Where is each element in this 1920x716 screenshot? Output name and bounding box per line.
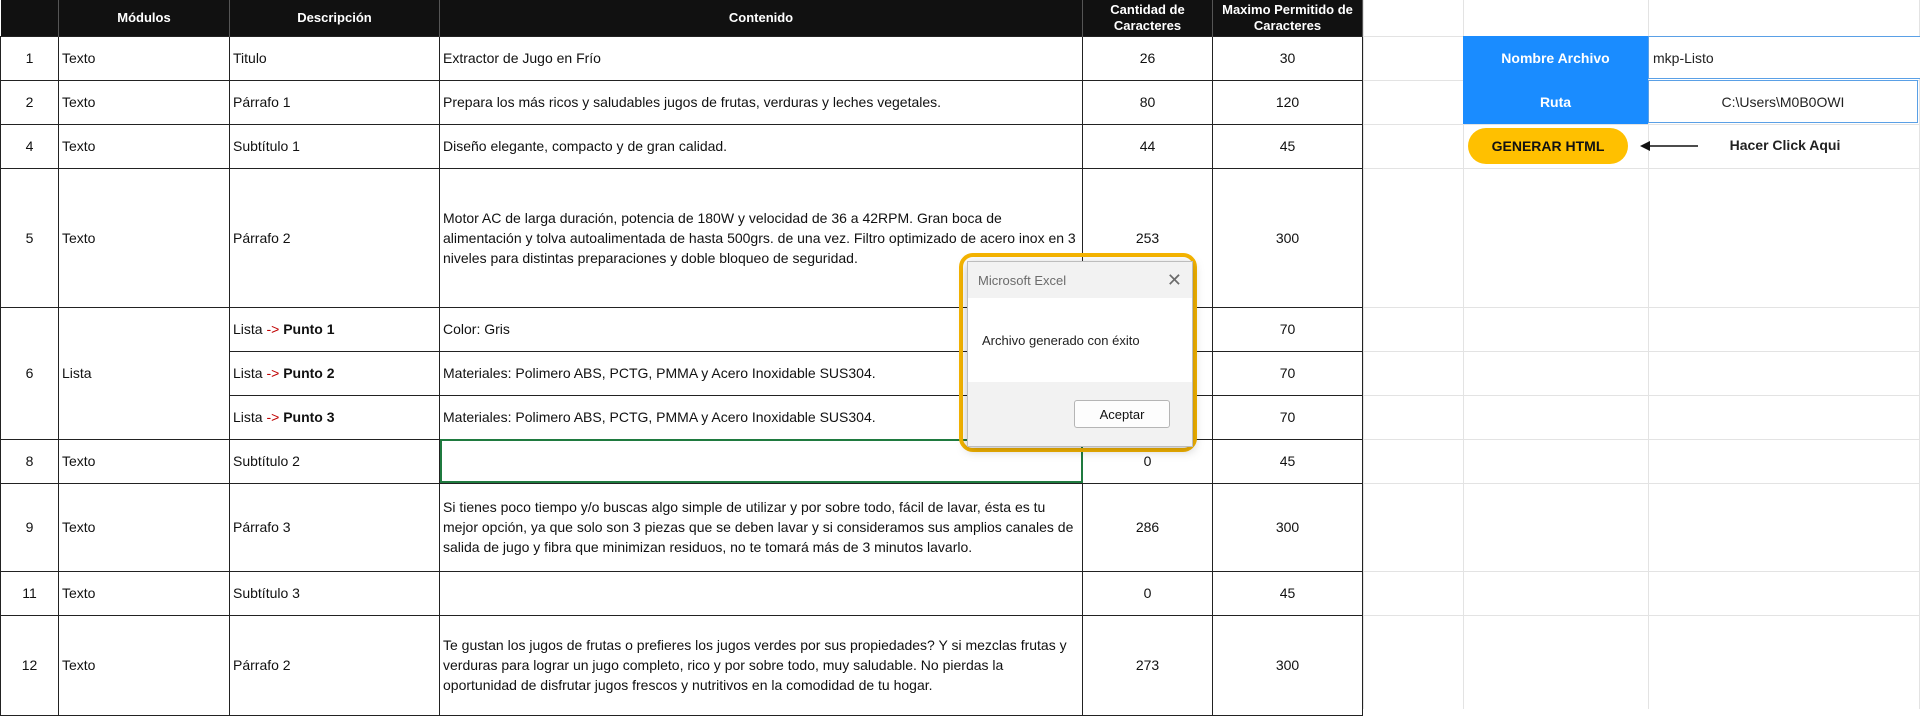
row-number[interactable]: 12 [1, 615, 59, 715]
header-modulos[interactable]: Módulos [59, 0, 230, 36]
char-count-cell[interactable]: 44 [1083, 124, 1213, 168]
char-count-cell[interactable]: 253 [1083, 168, 1213, 307]
max-chars-cell[interactable]: 70 [1213, 395, 1363, 439]
list-arrow: -> [266, 365, 280, 381]
list-arrow: -> [266, 321, 280, 337]
content-cell[interactable]: Prepara los más ricos y saludables jugos de frutas, verduras y leches vegetales. [440, 80, 1083, 124]
table-row [1, 615, 1363, 715]
grid-line [1363, 395, 1920, 396]
row-number[interactable]: 9 [1, 483, 59, 571]
content-cell[interactable]: Te gustan los jugos de frutas o prefieres los jugos verdes por sus propiedades? Y si mezclas frutas y verduras para lograr un jugo completo, rico y por sobre todo, muy saludable. No pierdas la oportunidad de disfrutar jugos frescos y nutritivos en la comodidad de tu hogar. [440, 615, 1083, 715]
row-number[interactable]: 6 [1, 307, 59, 439]
module-cell[interactable]: Texto [59, 36, 230, 80]
content-cell[interactable]: Si tienes poco tiempo y/o buscas algo simple de utilizar y por sobre todo, fácil de lavar, ésta es tu mejor opción, ya que solo son 3 piezas que se deben lavar y si consideramos sus amplios canales de salida de jugo y fibra que minimizan residuos, no te tomará más de 3 minutos lavarlo. [440, 483, 1083, 571]
table-row [1, 124, 1363, 168]
content-cell[interactable]: Extractor de Jugo en Frío [440, 36, 1083, 80]
dialog-footer [968, 382, 1192, 446]
char-count-cell[interactable]: 80 [1083, 80, 1213, 124]
row-number[interactable]: 8 [1, 439, 59, 483]
description-cell[interactable]: Párrafo 3 [230, 483, 440, 571]
grid-line [1363, 439, 1920, 440]
path-field[interactable]: C:\Users\M0B0OWI [1648, 80, 1918, 123]
module-cell[interactable]: Texto [59, 80, 230, 124]
file-name-label: Nombre Archivo [1463, 36, 1648, 80]
content-cell[interactable]: Diseño elegante, compacto y de gran calidad. [440, 124, 1083, 168]
max-chars-cell[interactable]: 70 [1213, 351, 1363, 395]
close-icon[interactable]: ✕ [1166, 269, 1182, 290]
description-cell[interactable] [230, 351, 440, 395]
char-count-cell[interactable]: 273 [1083, 615, 1213, 715]
arrow-left-icon [1640, 138, 1700, 154]
list-point: Punto 1 [283, 321, 335, 337]
row-number[interactable]: 4 [1, 124, 59, 168]
grid-line [1363, 307, 1920, 308]
list-prefix: Lista [233, 321, 267, 337]
module-cell[interactable]: Texto [59, 615, 230, 715]
grid-line [1363, 351, 1920, 352]
max-chars-cell[interactable]: 45 [1213, 124, 1363, 168]
grid-line [1363, 0, 1364, 709]
list-prefix: Lista [233, 365, 267, 381]
header-descripcion[interactable]: Descripción [230, 0, 440, 36]
description-cell[interactable] [230, 307, 440, 351]
description-cell[interactable] [230, 395, 440, 439]
max-chars-cell[interactable]: 300 [1213, 483, 1363, 571]
header-contenido[interactable]: Contenido [440, 0, 1083, 36]
description-cell[interactable]: Párrafo 1 [230, 80, 440, 124]
char-count-cell[interactable]: 0 [1083, 439, 1213, 483]
generate-html-button[interactable]: GENERAR HTML [1468, 128, 1628, 164]
description-cell[interactable]: Titulo [230, 36, 440, 80]
file-name-field[interactable]: mkp-Listo [1648, 36, 1920, 79]
grid-line [1363, 483, 1920, 484]
dialog-message: Archivo generado con éxito [982, 332, 1140, 348]
max-chars-cell[interactable]: 70 [1213, 307, 1363, 351]
max-chars-cell[interactable]: 45 [1213, 439, 1363, 483]
max-chars-cell[interactable]: 30 [1213, 36, 1363, 80]
module-cell[interactable]: Texto [59, 124, 230, 168]
click-hint-text: Hacer Click Aqui [1729, 137, 1841, 153]
header-row-number [1, 0, 59, 36]
module-cell[interactable]: Texto [59, 483, 230, 571]
content-cell[interactable]: Color: Gris [440, 307, 1083, 351]
dialog-title: Microsoft Excel [978, 272, 1067, 288]
max-chars-cell[interactable]: 45 [1213, 571, 1363, 615]
header-row [1, 0, 1363, 36]
list-point: Punto 3 [283, 409, 335, 425]
module-cell[interactable]: Lista [59, 307, 230, 439]
list-prefix: Lista [233, 409, 267, 425]
message-dialog [967, 261, 1193, 447]
list-point: Punto 2 [283, 365, 335, 381]
row-number[interactable]: 11 [1, 571, 59, 615]
row-number[interactable]: 1 [1, 36, 59, 80]
content-cell[interactable] [440, 571, 1083, 615]
content-cell[interactable]: Motor AC de larga duración, potencia de 180W y velocidad de 36 a 42RPM. Gran boca de alimentación y tolva autoalimentada de hasta 500grs. de una vez. Filtro optimizado de acero inox en 3 niveles para distintas preparaciones y doble bloqueo de seguridad. [440, 168, 1083, 307]
module-cell[interactable]: Texto [59, 571, 230, 615]
table-row [1, 483, 1363, 571]
ok-button[interactable]: Aceptar [1074, 400, 1170, 428]
table-row [1, 36, 1363, 80]
module-cell[interactable]: Texto [59, 439, 230, 483]
grid-line [1363, 615, 1920, 616]
max-chars-cell[interactable]: 300 [1213, 168, 1363, 307]
grid-line [1363, 124, 1920, 125]
content-cell[interactable]: Materiales: Polimero ABS, PCTG, PMMA y Acero Inoxidable SUS304. [440, 351, 1083, 395]
description-cell[interactable]: Subtítulo 1 [230, 124, 440, 168]
description-cell[interactable]: Subtítulo 2 [230, 439, 440, 483]
description-cell[interactable]: Subtítulo 3 [230, 571, 440, 615]
module-cell[interactable]: Texto [59, 168, 230, 307]
dialog-title-bar[interactable] [968, 262, 1192, 298]
row-number[interactable]: 5 [1, 168, 59, 307]
char-count-cell[interactable]: 26 [1083, 36, 1213, 80]
grid-line [1363, 168, 1920, 169]
path-label: Ruta [1463, 80, 1648, 124]
table-row [1, 571, 1363, 615]
char-count-cell[interactable]: 286 [1083, 483, 1213, 571]
max-chars-cell[interactable]: 120 [1213, 80, 1363, 124]
list-arrow: -> [266, 409, 280, 425]
dialog-body [968, 298, 1192, 382]
max-chars-cell[interactable]: 300 [1213, 615, 1363, 715]
char-count-cell[interactable]: 0 [1083, 571, 1213, 615]
description-cell[interactable]: Párrafo 2 [230, 168, 440, 307]
table-row [1, 80, 1363, 124]
row-number[interactable]: 2 [1, 80, 59, 124]
description-cell[interactable]: Párrafo 2 [230, 615, 440, 715]
content-cell[interactable]: Materiales: Polimero ABS, PCTG, PMMA y Acero Inoxidable SUS304. [440, 395, 1083, 439]
header-maximo[interactable]: Maximo Permitido de Caracteres [1213, 0, 1363, 36]
grid-line [1363, 571, 1920, 572]
header-cantidad[interactable]: Cantidad de Caracteres [1083, 0, 1213, 36]
